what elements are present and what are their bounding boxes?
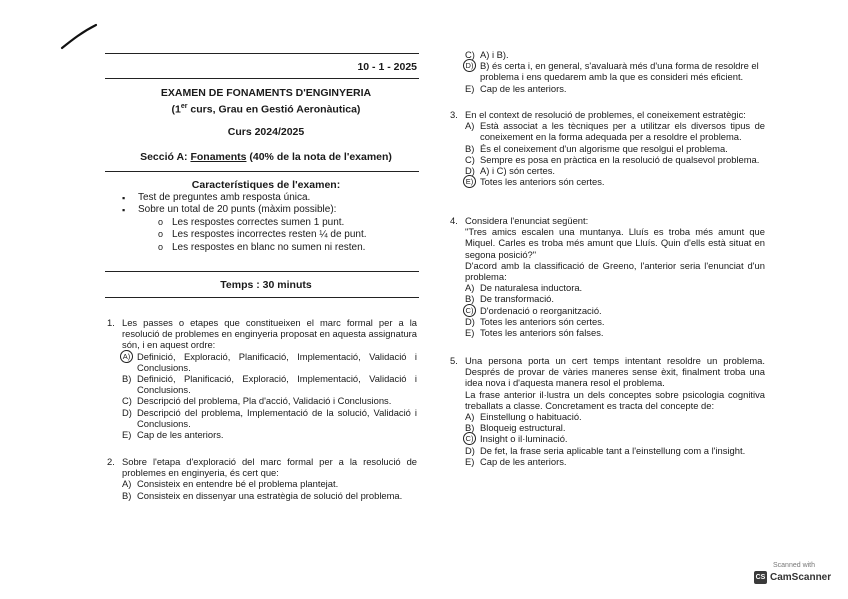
option-b[interactable]: B) Consisteix en dissenyar una estratègia de solució del problema. (122, 489, 403, 501)
option-b[interactable]: B) De transformació. (465, 293, 554, 305)
list-item: o Les respostes en blanc no sumen ni resten. (120, 242, 430, 254)
features-list (120, 192, 430, 254)
exam-title: EXAMEN DE FONAMENTS D'ENGINYERIA (160, 87, 372, 99)
question-2-continued (450, 49, 765, 94)
course-year: Curs 2024/2025 (227, 126, 305, 138)
question-1: 1. Les passes o etapes que constitueixen el marc formal per a la resolució de problemes en enginyeria proposat en aquesta assignatura són, i en aquest ordre: A) Definició, Exploració, Planificació, Implementació, Validació i Conclusions. B) Definició, Planificació, Exploració, Implementació, Validació i Conclusions. C) Descripció del problema, Pla d'acció, Validació i Conclusions. D) Descripció del problema, Implementació de la solució, Validació i Conclusions. E) Cap de les anteriors. (107, 317, 417, 441)
option-a[interactable]: A) Consisteix en entendre bé el problema plantejat. (122, 478, 339, 490)
option-a[interactable]: A) De naturalesa inductora. (465, 282, 583, 294)
time-top-rule (105, 271, 419, 272)
option-a[interactable]: A) Està associat a les tècniques per a utilitzar els diversos tipus de coneixement en la forma adequada per a resoldre el problema. (465, 120, 765, 143)
list-item: ▪ Sobre un total de 20 punts (màxim possible): (120, 204, 430, 216)
pen-mark-icon (60, 22, 100, 52)
question-3: 3. En el context de resolució de problemes, el coneixement estratègic: A) Està associat a les tècniques per a utilitzar els diversos tipus de coneixement en la forma adequada per a resoldre el problema. B) És el coneixement d'un algorisme que resolgui el problema. C) Sempre es posa en pràctica en la resolució de qualsevol problema. D) A) i C) són certes. E) Totes les anteriors són certes. (450, 109, 765, 188)
section-heading: Secció A: Fonaments (40% de la nota de l'examen) (140, 151, 392, 163)
option-c[interactable]: C) Sempre es posa en pràctica en la resolució de qualsevol problema. (465, 153, 760, 165)
camscanner-watermark: Scanned with CS CamScanner (755, 562, 832, 583)
date-rule (105, 78, 419, 79)
option-d[interactable]: D) Totes les anteriors són certes. (465, 315, 605, 327)
option-e[interactable]: E) Totes les anteriors són certes. (450, 176, 765, 187)
selected-answer-circle: A) (120, 350, 133, 363)
option-d[interactable]: D) De fet, la frase seria aplicable tant a l'einstellung com a l'insight. (465, 444, 746, 456)
option-e[interactable]: E) Cap de les anteriors. (122, 429, 224, 441)
option-a[interactable]: A) Definició, Exploració, Planificació, Implementació, Validació i Conclusions. (107, 351, 417, 373)
question-2: 2. Sobre l'etapa d'exploració del marc formal per a la resolució de problemes en enginyeria, és cert que: A) Consisteix en entendre bé el problema plantejat. B) Consisteix en dissenyar una estratègia de solució del problema. (107, 456, 417, 501)
top-rule (105, 53, 419, 54)
section-rule (105, 171, 419, 172)
option-b[interactable]: B) És el coneixement d'un algorisme que resolgui el problema. (465, 142, 728, 154)
question-quote: "Tres amics escalen una muntanya. Lluís es troba més amunt que Miquel. Carles es troba més amunt que Lluís. Quin d'ells està situat en segona posició?" (465, 226, 765, 260)
selected-answer-circle: C) (463, 432, 476, 445)
list-item: o Les respostes correctes sumen 1 punt. (120, 217, 430, 229)
option-d[interactable]: D) Descripció del problema, Implementació de la solució, Validació i Conclusions. (122, 406, 417, 429)
option-a[interactable]: A) Einstellung o habituació. (465, 411, 582, 423)
option-c[interactable]: C) D'ordenació o reorganització. (450, 305, 765, 316)
selected-answer-circle: E) (463, 175, 476, 188)
time-bottom-rule (105, 297, 419, 298)
option-b[interactable]: B) Bloqueig estructural. (465, 422, 566, 434)
camscanner-logo-icon: CS (754, 571, 767, 584)
option-c[interactable]: C) Descripció del problema, Pla d'acció, Validació i Conclusions. (122, 395, 392, 407)
option-c[interactable]: C) Insight o il·luminació. (450, 433, 765, 444)
camscanner-brand: CamScanner (770, 572, 832, 583)
option-e[interactable]: E) Cap de les anteriors. (465, 82, 567, 94)
list-item: ▪ Test de preguntes amb resposta única. (120, 192, 430, 204)
option-c[interactable]: C) A) i B). (465, 49, 509, 60)
features-title: Característiques de l'examen: (191, 179, 341, 191)
exam-time: Temps : 30 minuts (220, 279, 312, 291)
selected-answer-circle: C) (463, 304, 476, 317)
exam-subtitle: (1er curs, Grau en Gestió Aeronàutica) (171, 103, 361, 116)
option-d[interactable]: D) B) és certa i, en general, s'avaluarà més d'una forma de resoldre el problema i ens quedarem amb la que es consideri més eficient. (450, 60, 765, 82)
list-item: o Les respostes incorrectes resten ¼ de punt. (120, 229, 430, 241)
exam-date: 10 - 1 - 2025 (357, 61, 417, 73)
option-e[interactable]: E) Totes les anteriors són falses. (465, 327, 604, 339)
option-b[interactable]: B) Definició, Planificació, Exploració, Implementació, Validació i Conclusions. (122, 373, 417, 396)
selected-answer-circle: D) (463, 59, 476, 72)
option-e[interactable]: E) Cap de les anteriors. (465, 455, 567, 467)
question-4: 4. Considera l'enunciat següent: "Tres amics escalen una muntanya. Lluís es troba més amunt que Miquel. Carles es troba més amunt que Lluís. Quin d'ells està situat en segona posició?" D'acord amb la classificació de Greeno, l'anterior seria l'enunciat d'un problema: A) De naturalesa inductora. B) De transformació. C) D'ordenació o reorganització. D) Totes les anteriors són certes. E) Totes les anteriors són falses. (450, 215, 765, 339)
option-d[interactable]: D) A) i C) són certes. (465, 165, 556, 177)
question-5: 5. Una persona porta un cert temps intentant resoldre un problema. Després de provar de vàries maneres sense èxit, finalment troba una idea nova i d'aquesta manera resol el problema. La frase anterior il·lustra un dels conceptes sobre psicologia cognitiva treballats a classe. Concretament es tracta del concepte de: A) Einstellung o habituació. B) Bloqueig estructural. C) Insight o il·luminació. D) De fet, la frase seria aplicable tant a l'einstellung com a l'insight. E) Cap de les anteriors. (450, 355, 765, 467)
